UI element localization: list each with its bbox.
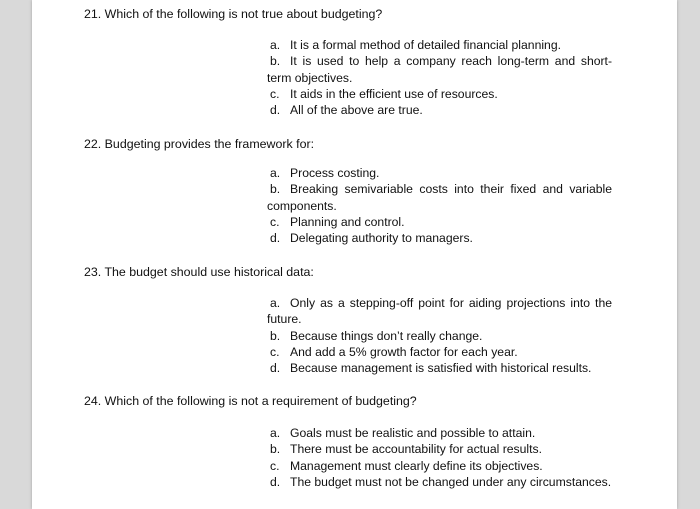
option-21-d: d. All of the above are true. <box>270 103 423 118</box>
question-24-title: 24. Which of the following is not a requirement of budgeting? <box>84 394 417 408</box>
option-23-a: a. Only as a stepping-off point for aiding projections into the future. <box>267 296 612 327</box>
option-21-b: b. It is used to help a company reach long-term and short-term objectives. <box>267 54 612 85</box>
document-page <box>32 0 677 509</box>
option-21-c: c. It aids in the efficient use of resources. <box>270 86 498 101</box>
question-23-title: 23. The budget should use historical data: <box>84 265 314 279</box>
option-22-d: d. Delegating authority to managers. <box>270 231 473 246</box>
question-22-title: 22. Budgeting provides the framework for: <box>84 137 315 151</box>
question-21-options <box>267 37 612 118</box>
question-24-options <box>267 425 612 490</box>
option-23-c: c. And add a 5% growth factor for each year. <box>270 344 518 359</box>
question-22-options <box>267 165 612 246</box>
option-24-a: a. Goals must be realistic and possible to attain. <box>270 426 536 440</box>
option-24-d: d. The budget must not be changed under any circumstances. <box>270 474 612 489</box>
option-22-b: b. Breaking semivariable costs into their fixed and variable components. <box>267 182 612 213</box>
option-22-a: a. Process costing. <box>270 166 380 180</box>
option-24-c: c. Management must clearly define its objectives. <box>270 458 543 473</box>
option-22-c: c. Planning and control. <box>270 214 405 229</box>
question-21-title: 21. Which of the following is not true about budgeting? <box>84 7 383 21</box>
option-23-d: d. Because management is satisfied with historical results. <box>270 361 592 376</box>
option-23-b: b. Because things don’t really change. <box>270 328 483 343</box>
option-24-b: b. There must be accountability for actual results. <box>270 442 542 457</box>
option-21-a: a. It is a formal method of detailed financial planning. <box>270 38 561 52</box>
question-23-options <box>267 295 612 376</box>
